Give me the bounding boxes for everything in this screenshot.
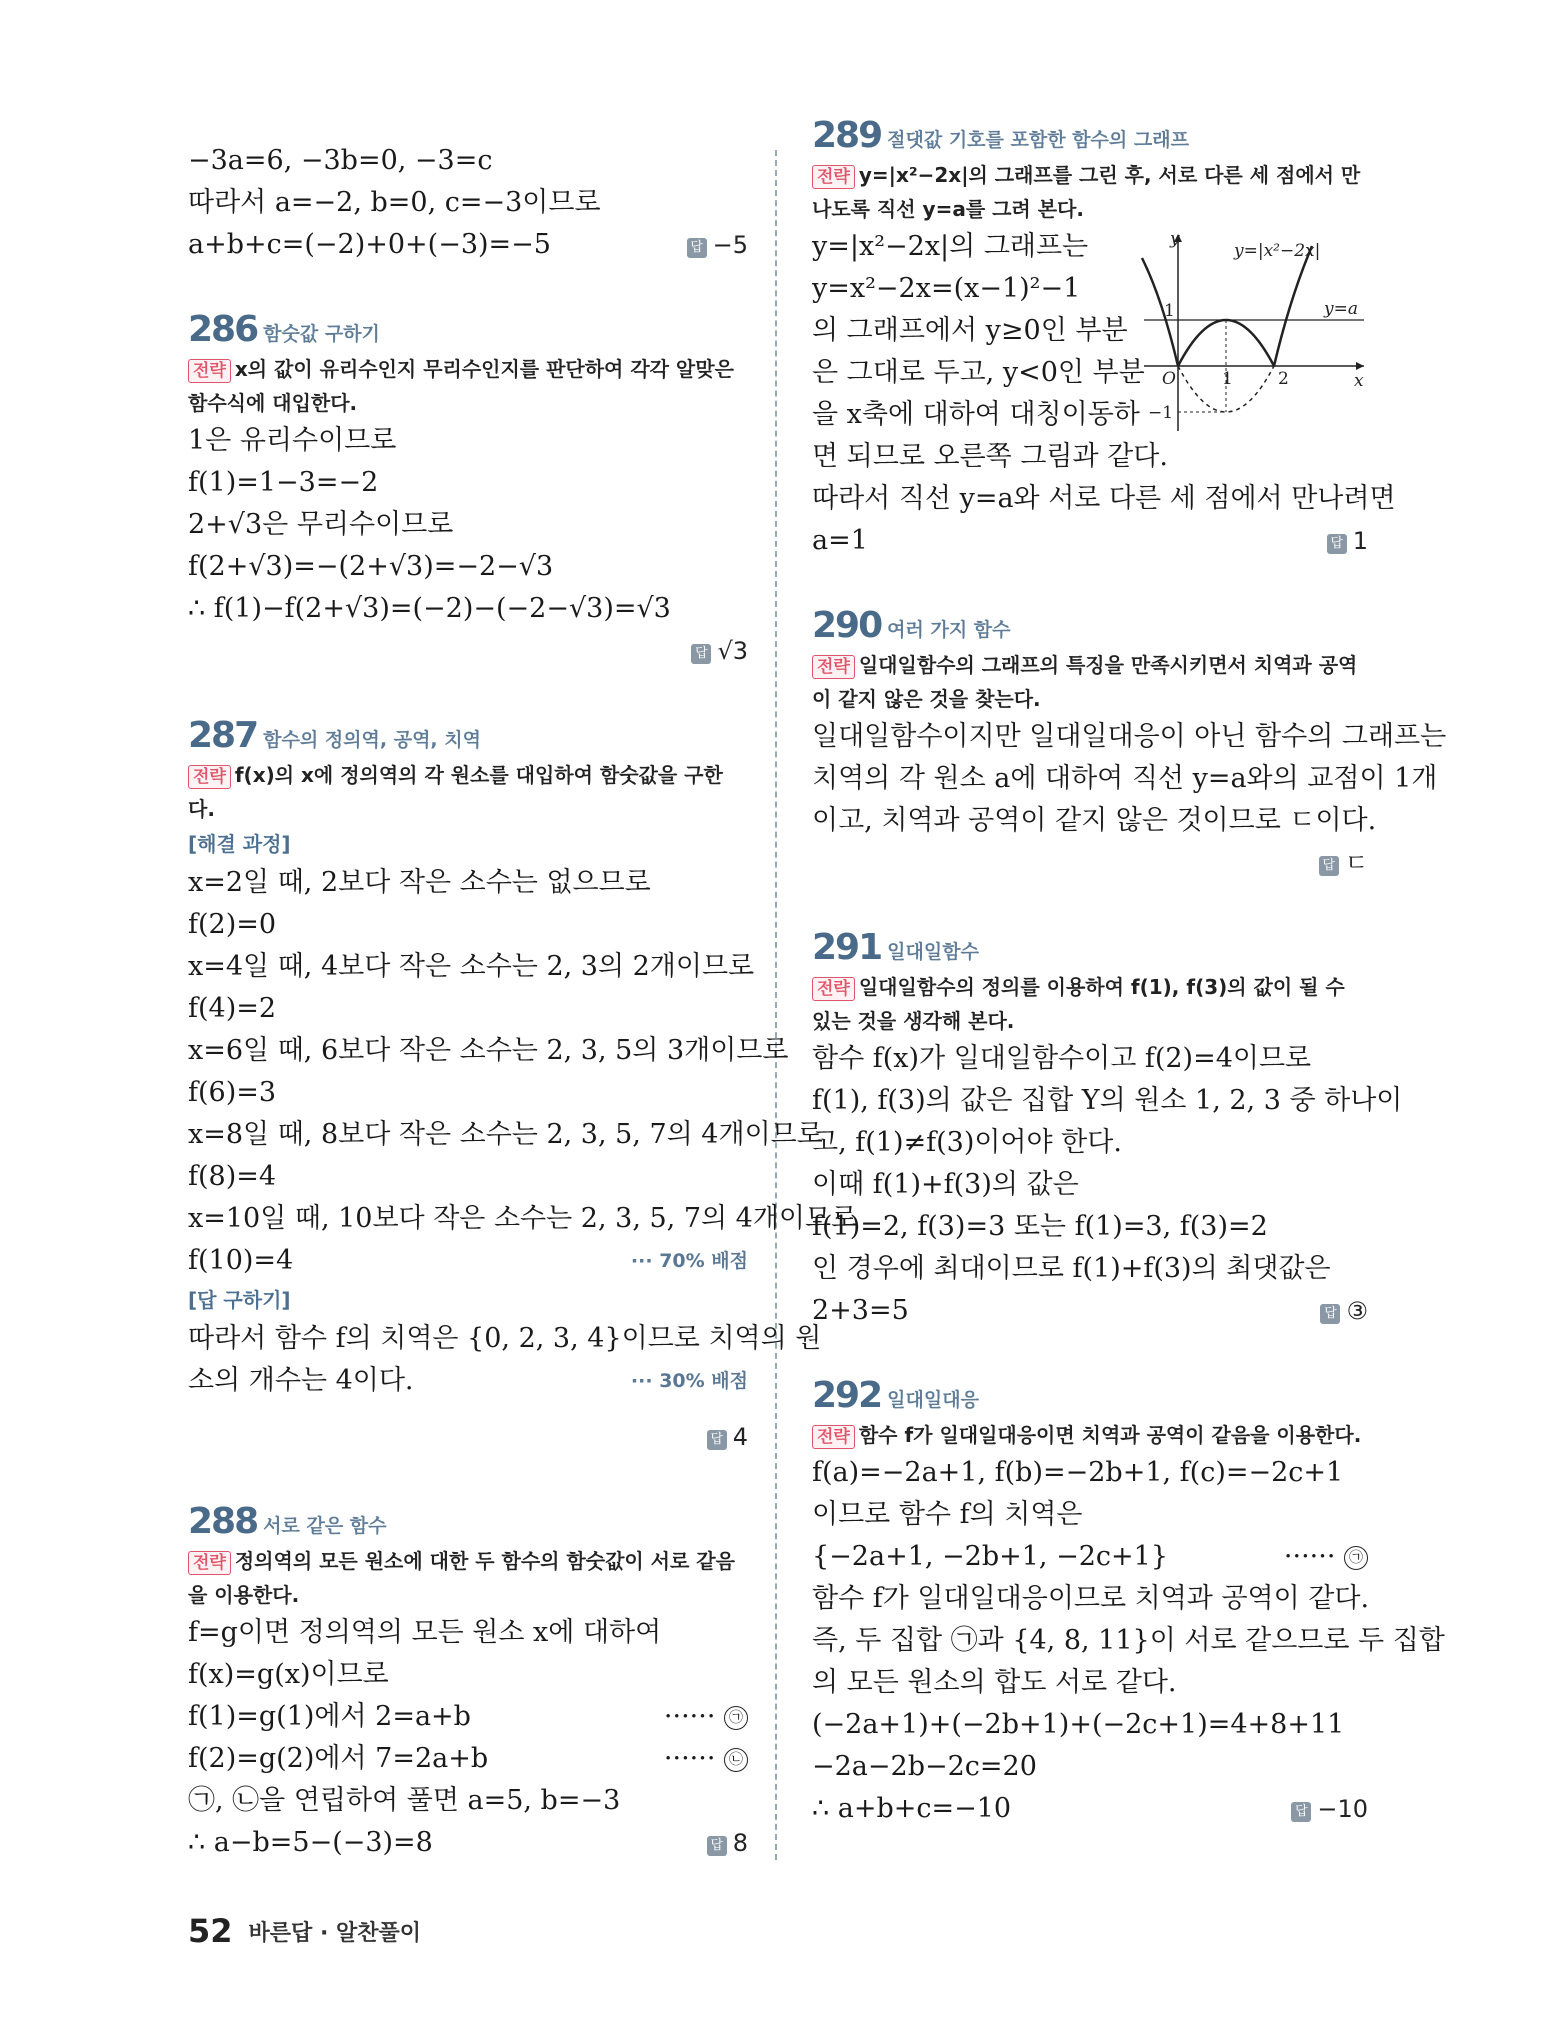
solution-line: x=10일 때, 10보다 작은 소수는 2, 3, 5, 7의 4개이므로 [188,1203,858,1234]
answer-icon: 답 [707,1836,727,1856]
solution-line: a=1 답 1 [812,520,1368,562]
solution-line: y=|x²−2x|의 그래프는 [812,231,1089,262]
strategy-tag: 전략 [812,977,855,1001]
solution-line: f(a)=−2a+1, f(b)=−2b+1, f(c)=−2c+1 [812,1457,1344,1488]
equation-label: ······ ㉠ [664,1696,748,1738]
answer: 답 8 [707,1822,748,1864]
problem-title: 함숫값 구하기 [263,323,380,345]
solution-line: 일대일함수이지만 일대일대응이 아닌 함수의 그래프는 [812,721,1447,752]
problem-title: 여러 가지 함수 [887,619,1011,641]
strategy-tag: 전략 [812,165,855,189]
solution-line: 따라서 함수 f의 치역은 {0, 2, 3, 4}이므로 치역의 원 [188,1323,822,1354]
answer-icon: 답 [691,644,711,664]
solution-line: 이고, 치역과 공역이 같지 않은 것이므로 ㄷ이다. [812,805,1377,836]
solution-line: ∴ a−b=5−(−3)=8 답 8 [188,1822,748,1864]
solution-line: f(2)=g(2)에서 7=2a+b ······ ㉡ [188,1738,748,1780]
solution-line: ∴ f(1)−f(2+√3)=(−2)−(−2−√3)=√3 [188,593,671,624]
solution-line: f(x)=g(x)이므로 [188,1659,389,1690]
x-tick-1: 1 [1222,369,1233,389]
solution-line: f(2)=0 [188,909,277,940]
answer-icon: 답 [1319,856,1339,876]
problem-title: 함수의 정의역, 공역, 치역 [263,729,481,751]
answer-line [188,1416,748,1458]
right-branch [1274,246,1312,366]
problem-header [188,1492,748,1544]
score-badge: ··· 70% 배점 [630,1250,748,1272]
problem-number: 291 [812,927,882,968]
solution-line: f(6)=3 [188,1077,277,1108]
solution-line: −2a−2b−2c=20 [812,1751,1037,1782]
problem-289 [812,106,1396,562]
problem-title: 일대일대응 [887,1389,979,1411]
problem-header [188,300,748,352]
curve-label: y=|x²−2x| [1234,241,1321,261]
footer-label: 바른답 · 알찬풀이 [248,1921,421,1946]
strategy: 전략 x의 값이 유리수인지 무리수인지를 판단하여 각각 알맞은 함수식에 대입한다. [188,357,734,415]
strategy: 전략 y=|x²−2x|의 그래프를 그린 후, 서로 다른 세 점에서 만나도록 직선 y=a를 그려 본다. [812,163,1361,221]
solution-line: f(1)=g(1)에서 2=a+b ······ ㉠ [188,1696,748,1738]
equation-label: ······ ㉡ [664,1738,748,1780]
problem-number: 292 [812,1375,882,1416]
solution-line: 면 되므로 오른쪽 그림과 같다. [812,441,1168,472]
solution-line: 인 경우에 최대이므로 f(1)+f(3)의 최댓값은 [812,1253,1331,1284]
solution-line: x=8일 때, 8보다 작은 소수는 2, 3, 5, 7의 4개이므로 [188,1119,823,1150]
solution-line: 2+√3은 무리수이므로 [188,509,454,540]
solution-line: f(1)=2, f(3)=3 또는 f(1)=3, f(3)=2 [812,1211,1268,1242]
answer-icon: 답 [1327,534,1347,554]
solution-line: 1은 유리수이므로 [188,425,397,456]
solution-line: f=g이면 정의역의 모든 원소 x에 대하여 [188,1617,662,1648]
answer: 답 ㄷ [1319,849,1368,877]
solution-line: f(4)=2 [188,993,277,1024]
problem-number: 289 [812,115,882,156]
subheading-process: [해결 과정] [188,832,291,856]
problem-header [188,706,748,758]
solution-line: f(10)=4 ··· 70% 배점 [188,1240,748,1282]
solution-line: 함수 f(x)가 일대일함수이고 f(2)=4이므로 [812,1043,1312,1074]
problem-number: 290 [812,605,882,646]
strategy-tag: 전략 [188,765,231,789]
answer-line [188,630,748,672]
intro-solution [188,140,748,266]
x-axis-arrow [1356,362,1364,370]
solution-line: y=x²−2x=(x−1)²−1 [812,273,1081,304]
answer-icon: 답 [707,1430,727,1450]
equation-label: ······ ㉠ [1284,1536,1368,1578]
strategy-tag: 전략 [188,359,231,383]
strategy: 전략 함수 f가 일대일대응이면 치역과 공역이 같음을 이용한다. [812,1418,1368,1452]
problem-title: 서로 같은 함수 [263,1515,387,1537]
problem-292 [812,1366,1445,1830]
problem-header [812,596,1368,648]
strategy-tag: 전략 [812,1425,855,1449]
problem-288 [188,1492,748,1864]
solution-line: 이때 f(1)+f(3)의 값은 [812,1169,1079,1200]
solution-line: −3a=6, −3b=0, −3=c [188,145,493,176]
page-footer [188,1912,421,1950]
column-divider [775,150,777,1860]
strategy: 전략 일대일함수의 그래프의 특징을 만족시키면서 치역과 공역이 같지 않은 것을 찾는다. [812,653,1358,711]
strategy: 전략 정의역의 모든 원소에 대한 두 함수의 함숫값이 서로 같음을 이용한다. [188,1549,735,1607]
solution-line: {−2a+1, −2b+1, −2c+1} ······ ㉠ [812,1536,1368,1578]
solution-line: x=2일 때, 2보다 작은 소수는 없으므로 [188,867,651,898]
answer: 답 −5 [687,224,748,266]
answer: 답 √3 [691,637,748,665]
solution-line: x=4일 때, 4보다 작은 소수는 2, 3의 2개이므로 [188,951,755,982]
problem-header [812,918,1368,970]
solution-line: (−2a+1)+(−2b+1)+(−2c+1)=4+8+11 [812,1709,1345,1740]
answer: 답 4 [707,1423,748,1451]
y-axis-label: y [1170,229,1180,249]
problem-291 [812,918,1403,1332]
solution-line: 따라서 a=−2, b=0, c=−3이므로 [188,187,601,218]
subheading-answer: [답 구하기] [188,1288,291,1312]
origin-label: O [1162,369,1176,389]
strategy: 전략 f(x)의 x에 정의역의 각 원소를 대입하여 함숫값을 구한다. [188,763,723,821]
answer: 답 −10 [1291,1788,1368,1830]
graph-text-block [812,226,1368,478]
solution-line: 함수 f가 일대일대응이므로 치역과 공역이 같다. [812,1583,1370,1614]
solution-line: 이므로 함수 f의 치역은 [812,1499,1083,1530]
strategy-tag: 전략 [188,1551,231,1575]
line-label: y=a [1324,299,1358,319]
score-badge: ··· 30% 배점 [630,1370,748,1392]
solution-line: 고, f(1)≠f(3)이어야 한다. [812,1127,1122,1158]
answer-icon: 답 [1320,1304,1340,1324]
solution-line: a+b+c=(−2)+0+(−3)=−5 답 −5 [188,224,748,266]
problem-title: 일대일함수 [887,941,979,963]
problem-title: 절댓값 기호를 포함한 함수의 그래프 [887,129,1189,151]
answer-icon: 답 [1291,1802,1311,1822]
problem-number: 288 [188,1501,258,1542]
x-axis-label: x [1354,371,1364,391]
answer: 답 ③ [1320,1290,1368,1332]
problem-header [812,1366,1368,1418]
answer-icon: 답 [687,238,707,258]
problem-number: 286 [188,309,258,350]
solution-line: f(1), f(3)의 값은 집합 Y의 원소 1, 2, 3 중 하나이 [812,1085,1403,1116]
solution-line: x=6일 때, 6보다 작은 소수는 2, 3, 5의 3개이므로 [188,1035,789,1066]
problem-header [812,106,1368,158]
problem-290 [812,596,1447,884]
solution-line: 의 그래프에서 y≥0인 부분 [812,315,1128,346]
x-tick-2: 2 [1278,369,1289,389]
solution-line: 은 그대로 두고, y<0인 부분 [812,357,1145,388]
strategy-tag: 전략 [812,655,855,679]
solution-line: ㉠, ㉡을 연립하여 풀면 a=5, b=−3 [188,1785,621,1816]
y-tick-minus-1: −1 [1148,403,1174,423]
solution-line: f(8)=4 [188,1161,277,1192]
solution-line: 즉, 두 집합 ㉠과 {4, 8, 11}이 서로 같으므로 두 집합 [812,1625,1445,1656]
solution-line: 치역의 각 원소 a에 대하여 직선 y=a와의 교점이 1개 [812,763,1438,794]
solution-line: ∴ a+b+c=−10 답 −10 [812,1788,1368,1830]
solution-line: 2+3=5 답 ③ [812,1290,1368,1332]
y-tick-1: 1 [1164,301,1175,321]
solution-line: 소의 개수는 4이다. ··· 30% 배점 [188,1360,748,1402]
right-column [812,106,1447,1830]
solution-line: 의 모든 원소의 합도 서로 같다. [812,1667,1177,1698]
abs-function-graph [1134,226,1370,436]
page-number: 52 [188,1912,233,1950]
solution-line: 따라서 직선 y=a와 서로 다른 세 점에서 만나려면 [812,483,1396,514]
strategy: 전략 일대일함수의 정의를 이용하여 f(1), f(3)의 값이 될 수 있는 것을 생각해 본다. [812,975,1345,1033]
solution-line: f(2+√3)=−(2+√3)=−2−√3 [188,551,554,582]
solution-line: 을 x축에 대하여 대칭이동하 [812,399,1140,430]
problem-286 [188,300,748,672]
answer: 답 1 [1327,520,1368,562]
answer-line [812,842,1368,884]
problem-number: 287 [188,715,258,756]
solution-line: f(1)=1−3=−2 [188,467,379,498]
